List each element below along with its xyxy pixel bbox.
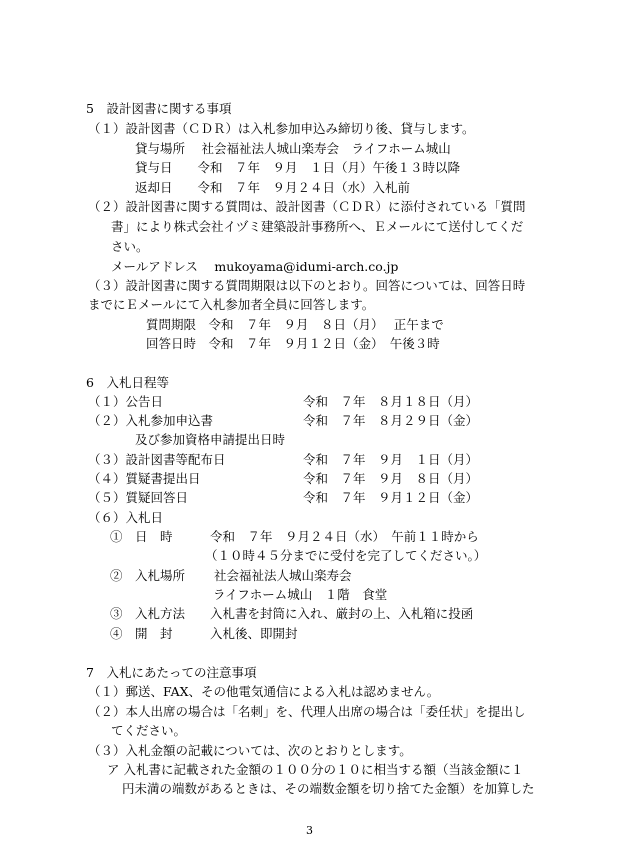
item-a-line-1: ア 入札書に記載された金額の１００分の１０に相当する額（当該金額に１ <box>107 762 524 777</box>
schedule-label: （３）設計図書等配布日 <box>88 452 226 467</box>
question-deadline: 質問期限 令和 ７年 ９月 ８日（月） 正午まで <box>146 317 444 332</box>
section-5-item-1: （１）設計図書（ＣＤＲ）は入札参加申込み締切り後、貸与します。 <box>88 121 475 136</box>
bid-place: ② 入札場所 社会福祉法人城山楽寿会 <box>110 568 352 583</box>
section-6-heading: 6 入札日程等 <box>86 375 169 390</box>
page-number: 3 <box>306 824 313 837</box>
section-7-heading: 7 入札にあたっての注意事項 <box>86 665 257 680</box>
item-a-line-2: 円未満の端数があるときは、その端数金額を切り捨てた金額）を加算した <box>122 781 535 796</box>
schedule-date: 令和 ７年 ９月 ８日（月） <box>303 471 479 486</box>
section-7-item-3: （３）入札金額の記載については、次のとおりとします。 <box>88 743 412 758</box>
section-7-item-2-line-2: てください。 <box>111 723 187 738</box>
schedule-date: 令和 ７年 ８月２９日（金） <box>303 413 479 428</box>
schedule-date: 令和 ７年 ８月１８日（月） <box>303 394 479 409</box>
bid-place-detail: ライフホーム城山 １階 食堂 <box>213 587 388 602</box>
bid-method: ③ 入札方法 入札書を封筒に入れ、厳封の上、入札箱に投函 <box>110 606 474 621</box>
schedule-date: 令和 ７年 ９月１２日（金） <box>303 490 479 505</box>
bid-datetime: ① 日 時 令和 ７年 ９月２４日（水） 午前１１時から <box>110 529 479 544</box>
section-5-item-2-line-3: さい。 <box>111 239 149 254</box>
lending-date: 貸与日 令和 ７年 ９月 １日（月）午後１３時以降 <box>135 160 461 175</box>
schedule-label: （４）質疑書提出日 <box>88 471 201 486</box>
reception-note: （１０時４５分までに受付を完了してください。） <box>205 548 487 563</box>
answer-datetime: 回答日時 令和 ７年 ９月１２日（金） 午後３時 <box>146 336 440 351</box>
schedule-label: （１）公告日 <box>88 394 164 409</box>
schedule-label: （５）質疑回答日 <box>88 490 189 505</box>
bid-opening: ④ 開 封 入札後、即開封 <box>110 626 298 641</box>
bid-day-label: （６）入札日 <box>88 510 164 525</box>
section-5-heading: 5 設計図書に関する事項 <box>86 101 232 116</box>
section-7-item-1: （１）郵送、FAX、その他電気通信による入札は認めません。 <box>88 684 440 699</box>
section-5-item-3-line-1: （３）設計図書に関する質問期限は以下のとおり。回答については、回答日時 <box>88 278 526 293</box>
return-date: 返却日 令和 ７年 ９月２４日（水）入札前 <box>135 180 411 195</box>
schedule-date: 令和 ７年 ９月 １日（月） <box>303 452 479 467</box>
section-5-item-2-line-2: 書」により株式会社イヅミ建築設計事務所へ、Ｅメールにて送付してくだ <box>111 219 524 234</box>
section-5-item-3-line-2: までにＥメールにて入札参加者全員に回答します。 <box>88 297 375 312</box>
section-5-item-2-line-1: （２）設計図書に関する質問は、設計図書（ＣＤＲ）に添付されている「質問 <box>88 199 526 214</box>
schedule-sub-label: 及び参加資格申請提出日時 <box>135 432 286 447</box>
email-address: メールアドレス mukoyama@idumi-arch.co.jp <box>111 259 399 274</box>
section-7-item-2-line-1: （２）本人出席の場合は「名刺」を、代理人出席の場合は「委任状」を提出し <box>88 704 526 719</box>
lending-place: 貸与場所 社会福祉法人城山楽寿会 ライフホーム城山 <box>135 141 451 156</box>
schedule-label: （２）入札参加申込書 <box>88 413 214 428</box>
